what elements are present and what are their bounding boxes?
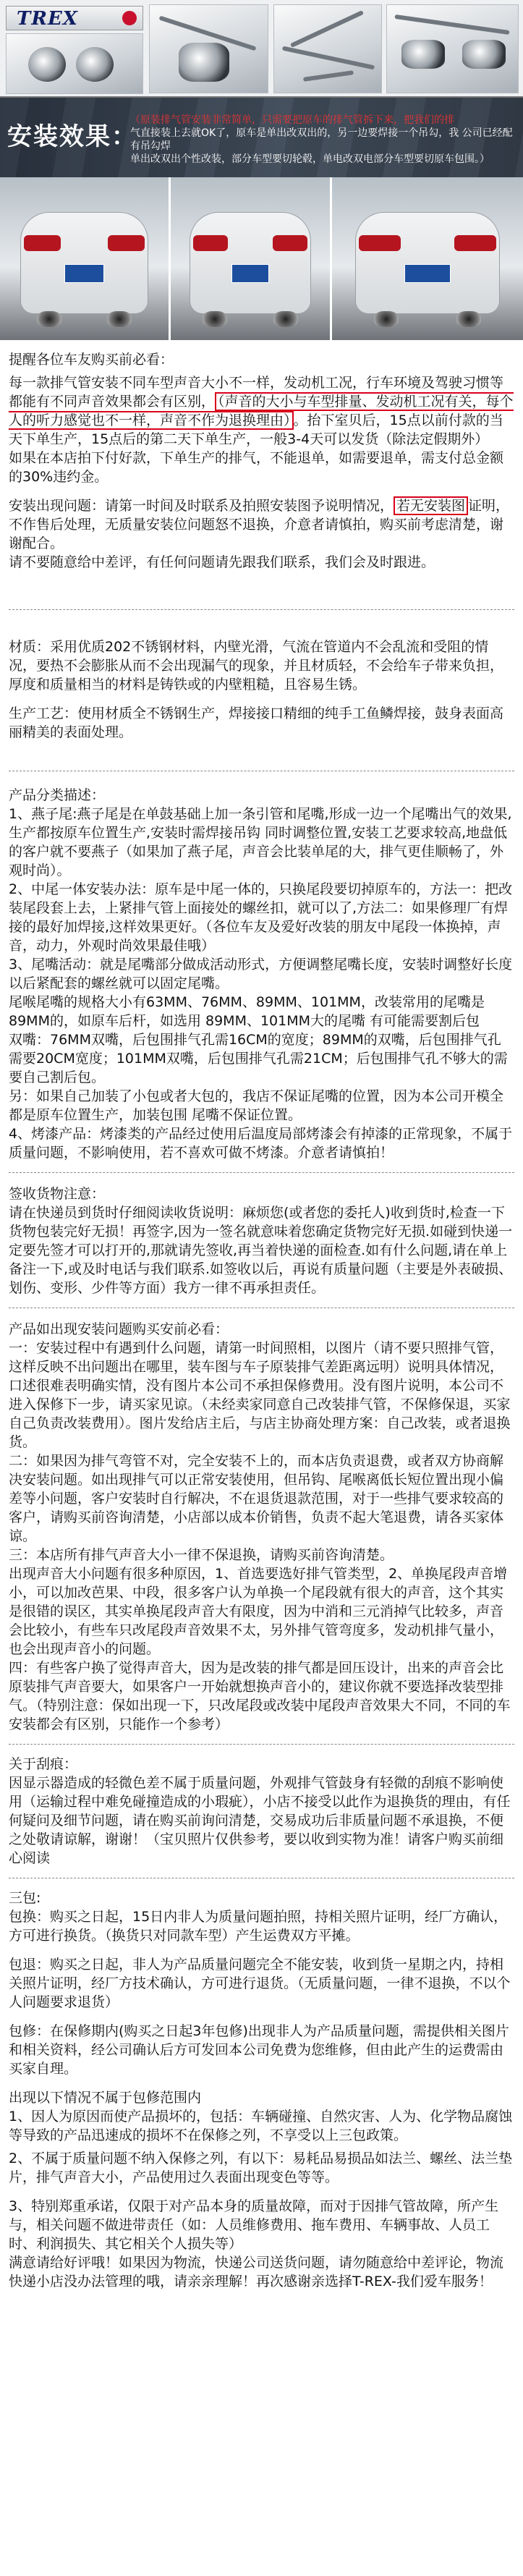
section-divider <box>9 609 514 610</box>
sound-disclaimer-highlight: （声音的大小与车型排量、发动机工况有关，每个人的听力感觉也不一样，声音不作为退换理由） <box>9 394 514 428</box>
process-description: 生产工艺：使用材质全不锈钢生产，焊接接口精细的纯手工鱼鳞焊接，鼓身表面高丽精美的表面处理。 <box>9 706 504 740</box>
product-class-item: 4、烤漆产品：烤漆类的产品经过使用后温度局部烤漆会有掉漆的正常现象，不属于质量问题，不影响使用，若不喜欢可做不烤漆。介意者请慎拍！ <box>9 1126 513 1161</box>
full-exhaust-system-icon <box>386 4 519 93</box>
warranty-item: 满意请给好评哦！如果因为物流，快递公司送货问题，请勿随意给中差评论，物流快递小店没办法管理的哦，请亲亲理解！再次感谢亲选择T-REX-我们爱车服务！ <box>9 2255 504 2289</box>
product-class-item: 尾喉尾嘴的规格大小有63MM、76MM、89MM、101MM，改装常用的尾嘴是89MM的，如原车后杆，如选用 89MM、101MM大的尾嘴 有可能需要割后包 <box>9 994 485 1029</box>
product-class-item: 1、燕子尾:燕子尾是在单鼓基础上加一条引管和尾嘴,形成一边一个尾嘴出气的效果,生产都按原车位置生产,安装时需焊接吊钩 同时调整位置,安装工艺要求较高,地盘低的客户就不要燕子（如果加了燕子尾，声音会比装单尾的大，排气更佳顺畅了，外观时尚）。 <box>9 806 512 878</box>
install-issue-item: 一：安装过程中有遇到什么问题，请第一时间照相，以图片（请不要只照排气管，这样反映不出问题出在哪里，装车图与车子原装排气差距离远明）说明具体情况，口述很难表明确实情，没有图片本公司不承担保修费用。没有图片说明，本公司不进入保修下一步，请买家见谅。（未经卖家同意自己改装排气管，不保修保退，买家自己负责改装费用）。图片发给店主后，与店主协商处理方案：自己改装，或者退换货。 <box>9 1340 511 1450</box>
install-issues-heading: 产品如出现安装问题购买安前必看： <box>9 1321 229 1337</box>
install-issue-item: 出现声音大小问题有很多种原因，1、首选要选好排气管类型，2、单换尾段声音增小，可以加改芭果、中段，很多客户认为单换一个尾段就有很大的声音，这个其实是很错的误区，其实单换尾段声音大有限度，因为中消和三元消掉气比较多，声音会比较小，有些车只改尾段声音效果不太，另外排气管弯度多，发动机排气量小，也会出现声音小的问题。 <box>9 1566 508 1657</box>
banner-description-line3: 单出改双出个性改装，部分车型要切轮毂，单电改双电部分车型要切原车包围。） <box>130 153 490 165</box>
warranty-item: 包修：在保修期内(购买之日起3年包修)出现非人为产品质量问题，需提供相关图片和相关资料，经公司确认后方可发回本公司免费为您维修，但由此产生的运费需由买家自理。 <box>9 2023 509 2077</box>
warranty-item: 出现以下情况不属于包修范围内 <box>9 2090 202 2106</box>
warranty-heading: 三包: <box>9 1890 41 1906</box>
brand-logo-badge-icon <box>122 11 137 25</box>
single-muffler-icon <box>149 4 268 93</box>
install-issue-item: 四：有些客户换了觉得声音大，因为是改装的排气都是回压设计，出来的声音会比原装排气声音要大，如果客户一开始就想换声音小的，建议你就不要选择改装型排气。（特别注意：保如出现一下，只改尾段或改装中尾段声音效果大不同，不同的车安装都会有区别，只能作一个参考） <box>9 1660 511 1732</box>
buyer-notice-section <box>9 340 514 572</box>
sign-for-goods-heading: 签收货物注意： <box>9 1186 106 1202</box>
install-effect-banner <box>0 98 523 177</box>
warranty-item: 1、因人为原因而使产品损坏的，包括：车辆碰撞、自然灾害、人为、化学物品腐蚀等导致的产品迅速成的损坏不在保修之列，不享受以上三包政策。 <box>9 2109 513 2143</box>
buyer-notice-paragraph-1: 每一款排气管安装不同车型声音大小不一样，发动机工况，行车环境及驾驶习惯等都能有不同声音效果都会有区别， （声音的大小与车型排量、发动机工况有关，每个人的听力感觉也不一样，声音不作为退换理由） 。抬下室贝后，15点以前付款的当天下单生产，15点后的第二天下单生产，一般3-4天可以发货（除法定假期外） <box>9 375 514 447</box>
sign-for-goods-body: 请在快递员到货时仔细阅读收货说明：麻烦您(或者您的委托人)收到货时,检查一下货物包装完好无损！再签字,因为一签名就意味着您确定货物完好无损.如碰到快递一定要先签才可以打开的,那就请先签收,再当着快递的面检查.如有什么问题,请在单上备注一下,或及时电话与我们联系.如签收以后，再说有质量问题（主要是外表破损、划伤、变形、少件等方面）我方一律不再承担责任。 <box>9 1205 513 1296</box>
material-section <box>9 617 514 742</box>
install-issues-section <box>9 1315 514 1734</box>
scratch-body: 因显示器造成的轻微色差不属于质量问题，外观排气管鼓身有轻微的刮痕不影响使用（运输过程中难免碰撞造成的小瑕疵），小店不接受以此作为退换货的理由，有任何疑问及细节问题，请在购买前询问清楚，交易成功后非质量问题不承退换，不便之处敬请谅解，谢谢！（宝贝照片仅供参考，要以收到实物为准！请客户购买前细心阅读 <box>9 1775 511 1866</box>
product-class-item: 双嘴：76MM双嘴，后包围排气孔需16CM的宽度；89MM的双嘴，后包围排气孔需要20CM宽度；101MM双嘴，后包围排气孔需21CM；后包围排气孔不够大的需要自己割后包。 <box>9 1032 508 1085</box>
banner-description-line2: 气直接装上去就OK了，原车是单出改双出的，另一边要焊接一个吊勾，我 公司已经配有吊勾焊 <box>130 127 513 152</box>
brand-logo <box>6 6 143 30</box>
product-class-item: 2、中尾一体安装办法：原车是中尾一体的，只换尾段要切掉原车的，方法一：把改装尾段套上去，上紧排气管上面接处的螺丝扣，就可以了,方法二：如果修理厂有焊接的最好加焊接,这样效果更好。（各位车友及爱好改装的朋友中尾段一体换掉，声音，动力，外观时尚效果最佳哦） <box>9 881 513 954</box>
no-install-photo-highlight: 若无安装图 <box>394 496 468 515</box>
scratch-section <box>9 1752 514 1868</box>
hyundai-rear-photo <box>0 177 169 340</box>
install-issue-item: 二：如果因为排气弯管不对，完全安装不上的，而本店负责退费，或者双方协商解决安装问题。如出现排气可以正常安装使用，但吊钩、尾喉离低长短位置出现小偏差等小问题，客户安装时自行解决，不在退货退款范围，对于一些排气要求较高的客户，请购买前咨询清楚，小店部以成本价销售，负责不起大笔退费，请各买家体谅。 <box>9 1453 504 1544</box>
product-class-item: 3、尾嘴活动：就是尾嘴部分做成活动形式，方便调整尾嘴长度，安装时调整好长度以后紧配套的螺丝就可以固定尾嘴。 <box>9 957 513 991</box>
install-issue-item: 三：本店所有排气声音大小一律不保退换，请购买前咨询清楚。 <box>9 1547 394 1563</box>
exhaust-bracket-icon <box>273 4 382 93</box>
scratch-heading: 关于刮痕： <box>9 1756 78 1772</box>
buyer-notice-paragraph-2: 如果在本店拍下付好款，下单生产的排气，不能退单，如需要退单，需支付总金额的30%违约金。 <box>9 450 504 485</box>
warranty-item: 包换：购买之日起，15日内非人为质量问题拍照，持相关照片证明，经厂方确认，方可进行换货。（换货只对同款车型）产生运费双方平摊。 <box>9 1909 508 1944</box>
material-description: 材质：采用优质202不锈钢材料，内壁光滑，气流在管道内不会乱流和受阻的情况，要热不会膨胀从而不会出现漏气的现象，并且材质轻，不会给车子带来负担，厚度和质量相当的材料是铸铁或的内壁粗糙，且容易生锈。 <box>9 639 504 692</box>
banner-description <box>130 114 517 166</box>
buyer-notice-paragraph-3: 安装出现问题：请第一时间及时联系及拍照安装图予说明情况， 若无安装图 证明，不作售后处理，无质量安装位问题怒不退换，介意者请慎拍，购买前考虑清楚，谢谢配合。 <box>9 498 510 551</box>
section-divider <box>9 1172 514 1173</box>
description-content <box>0 340 523 2291</box>
warranty-item: 2、不属于质量问题不纳入保修之列，有以下：易耗品易损品如法兰、螺丝、法兰垫片，排气声音大小，产品使用过久表面出现变色等等。 <box>9 2151 513 2185</box>
product-class-item: 另：如果自己加装了小包或者大包的，我店不保证尾嘴的位置，因为本公司开模全都是原车位置生产，加装包围 尾嘴不保证位置。 <box>9 1088 504 1123</box>
brand-logo-text: TREX <box>17 8 78 30</box>
sign-for-goods-section <box>9 1180 514 1297</box>
banner-title: 安装效果： <box>7 122 137 151</box>
warranty-item: 包退：购买之日起，非人为产品质量问题完全不能安装，收到货一星期之内，持相关照片证明，经厂方技术确认，方可进行退货。（无质量问题，一律不退换，不以个人问题要求退货） <box>9 1957 511 2010</box>
buyer-notice-heading: 提醒各位车友购买前必看： <box>9 352 174 368</box>
product-classification-section <box>9 779 514 1162</box>
banner-description-line1: （原装排气管安装非常简单，只需要把原车的排气管拆下来，把我们的排 <box>130 114 454 126</box>
section-divider <box>9 1744 514 1745</box>
warranty-item: 3、特别郑重承诺，仅限于对产品本身的质量故障，而对于因排气管故障，所产生与，相关问题不做进带责任（如：人员维修费用、拖车费用、车辆事故、人员工时、利润损失、其它相关个人损失等） <box>9 2198 499 2252</box>
audi-rear-photo <box>332 177 523 340</box>
buyer-notice-paragraph-4: 请不要随意给中差评，有任何问题请先跟我们联系，我们会及时跟进。 <box>9 554 435 570</box>
warranty-section <box>9 1886 514 2291</box>
product-classification-heading: 产品分类描述： <box>9 787 106 803</box>
toyota-rear-photo <box>171 177 330 340</box>
dual-tip-exhaust-icon <box>6 33 143 94</box>
product-photo-strip <box>0 0 523 98</box>
